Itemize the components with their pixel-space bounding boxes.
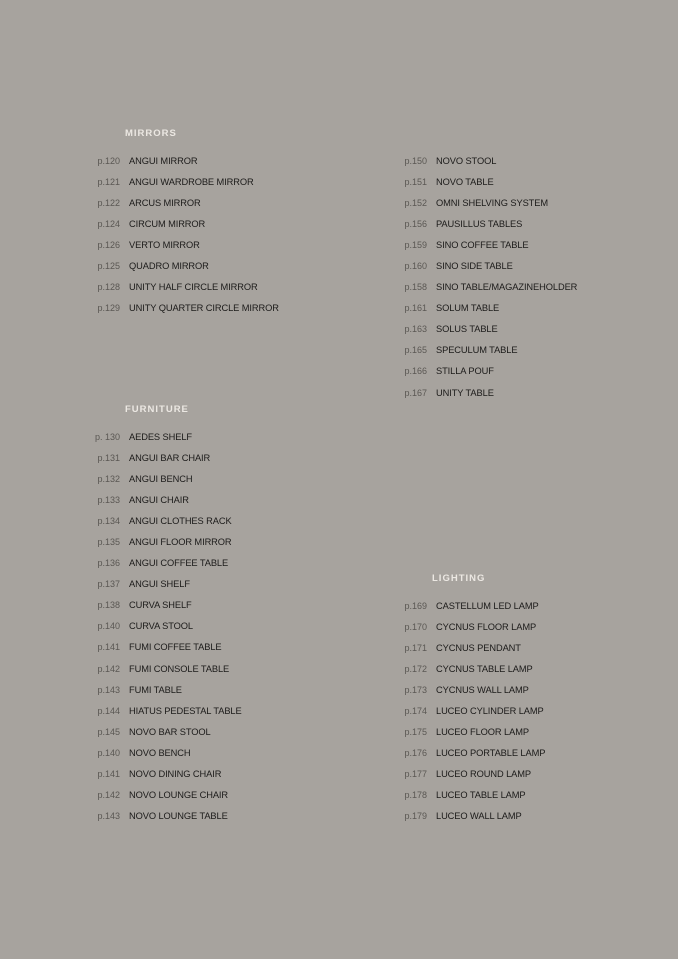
page-number: p.163: [404, 324, 427, 335]
list-item: [399, 806, 545, 827]
item-name: CURVA STOOL: [129, 621, 194, 632]
item-name: NOVO BENCH: [129, 747, 191, 758]
page-number: p.152: [404, 197, 427, 208]
item-name: CYCNUS PENDANT: [436, 642, 521, 653]
item-name: SINO TABLE/MAGAZINEHOLDER: [436, 282, 578, 293]
item-name: NOVO BAR STOOL: [129, 726, 211, 737]
page-number: p.158: [404, 282, 427, 293]
list-item: [92, 553, 242, 574]
page-number: p.173: [404, 684, 427, 695]
list-item: [92, 255, 279, 276]
page-number: p.141: [97, 769, 120, 780]
list-item: [399, 234, 577, 255]
list-item: [399, 382, 577, 403]
list-item: [399, 764, 545, 785]
page-number: p.128: [97, 282, 120, 293]
item-name: ANGUI FLOOR MIRROR: [129, 537, 232, 548]
item-name: PAUSILLUS TABLES: [436, 218, 523, 229]
item-name: SOLUS TABLE: [436, 324, 498, 335]
page-number: p.122: [97, 197, 120, 208]
list-item: [92, 426, 242, 447]
list-item: [92, 531, 242, 552]
item-name: CIRCUM MIRROR: [129, 218, 206, 229]
page-number: p.144: [97, 705, 120, 716]
item-name: CYCNUS FLOOR LAMP: [436, 621, 537, 632]
item-name: UNITY TABLE: [436, 387, 494, 398]
list-item: [92, 595, 242, 616]
list-item: [92, 213, 279, 234]
page-number: p.156: [404, 218, 427, 229]
page-number: p.175: [404, 727, 427, 738]
page-number: p.131: [97, 452, 120, 463]
item-name: CYCNUS TABLE LAMP: [436, 663, 533, 674]
list-item: [399, 595, 545, 616]
list-item: [92, 277, 279, 298]
item-name: STILLA POUF: [436, 366, 494, 377]
item-name: NOVO LOUNGE TABLE: [129, 811, 228, 822]
list-item: [399, 658, 545, 679]
item-name: CASTELLUM LED LAMP: [436, 600, 539, 611]
page-number: p. 130: [94, 431, 120, 442]
item-name: SOLUM TABLE: [436, 303, 500, 314]
list-item: [399, 298, 577, 319]
page-number: p.151: [404, 176, 427, 187]
page-number: p.142: [97, 663, 120, 674]
item-name: CYCNUS WALL LAMP: [436, 684, 529, 695]
page-number: p.142: [97, 790, 120, 801]
page-number: p.143: [97, 811, 120, 822]
item-name: LUCEO WALL LAMP: [436, 811, 522, 822]
item-name: FUMI CONSOLE TABLE: [129, 663, 230, 674]
page-number: p.176: [404, 748, 427, 759]
list-item: [92, 616, 242, 637]
page-number: p.136: [97, 558, 120, 569]
list-item: [92, 489, 242, 510]
item-name: CURVA SHELF: [129, 600, 192, 611]
item-name: VERTO MIRROR: [129, 239, 200, 250]
list-item: [92, 700, 242, 721]
page-number: p.167: [404, 387, 427, 398]
page-number: p.161: [404, 303, 427, 314]
item-name: HIATUS PEDESTAL TABLE: [129, 705, 242, 716]
list-item: [92, 150, 279, 171]
list-item: [92, 637, 242, 658]
item-name: SINO SIDE TABLE: [436, 261, 513, 272]
page-number: p.165: [404, 345, 427, 356]
list-item: [92, 447, 242, 468]
page-number: p.159: [404, 239, 427, 250]
item-name: ANGUI BENCH: [129, 473, 193, 484]
page-number: p.132: [97, 473, 120, 484]
page-number: p.126: [97, 239, 120, 250]
list-item: [399, 700, 545, 721]
list-item: [399, 213, 577, 234]
list-item: [92, 468, 242, 489]
list-item: [399, 616, 545, 637]
item-name: FUMI COFFEE TABLE: [129, 642, 222, 653]
list-item: [399, 277, 577, 298]
page-number: p.172: [404, 663, 427, 674]
item-name: NOVO DINING CHAIR: [129, 769, 222, 780]
list-item: [399, 150, 577, 171]
list-item: [92, 742, 242, 763]
page-number: p.178: [404, 790, 427, 801]
page-number: p.150: [404, 155, 427, 166]
item-name: NOVO STOOL: [436, 155, 497, 166]
item-name: NOVO TABLE: [436, 176, 494, 187]
item-name: NOVO LOUNGE CHAIR: [129, 790, 229, 801]
list-item: [399, 319, 577, 340]
item-name: AEDES SHELF: [129, 431, 192, 442]
list-item: [92, 192, 279, 213]
section-title-lighting: LIGHTING: [432, 573, 486, 584]
item-name: ANGUI CHAIR: [129, 494, 189, 505]
item-name: SINO COFFEE TABLE: [436, 239, 529, 250]
page-number: p.129: [97, 303, 120, 314]
list-item: [399, 679, 545, 700]
list-item: [92, 679, 242, 700]
page-number: p.174: [404, 706, 427, 717]
list-item: [92, 574, 242, 595]
item-name: UNITY HALF CIRCLE MIRROR: [129, 282, 258, 293]
page-number: p.179: [404, 811, 427, 822]
list-item: [399, 192, 577, 213]
page-number: p.141: [97, 642, 120, 653]
item-name: QUADRO MIRROR: [129, 261, 209, 272]
page-number: p.120: [97, 155, 120, 166]
item-name: ANGUI WARDROBE MIRROR: [129, 176, 254, 187]
item-name: LUCEO ROUND LAMP: [436, 769, 532, 780]
page-number: p.169: [404, 600, 427, 611]
page-number: p.177: [404, 769, 427, 780]
list-item: [399, 361, 577, 382]
item-name: LUCEO PORTABLE LAMP: [436, 748, 546, 759]
list-item: [399, 637, 545, 658]
page-number: p.133: [97, 494, 120, 505]
list-item: [399, 255, 577, 276]
list-item: [92, 721, 242, 742]
list-item: [92, 658, 242, 679]
page-number: p.166: [404, 366, 427, 377]
page-number: p.134: [97, 515, 120, 526]
page-number: p.124: [97, 218, 120, 229]
list-item: [399, 785, 545, 806]
list-item: [92, 764, 242, 785]
list-item: [399, 743, 545, 764]
item-name: ARCUS MIRROR: [129, 197, 201, 208]
list-item: [399, 340, 577, 361]
list-item: [92, 510, 242, 531]
mirrors-list: [92, 150, 279, 319]
list-item: [92, 234, 279, 255]
page-number: p.138: [97, 600, 120, 611]
list-item: [399, 722, 545, 743]
item-name: ANGUI BAR CHAIR: [129, 452, 211, 463]
page-number: p.137: [97, 579, 120, 590]
item-name: LUCEO TABLE LAMP: [436, 790, 526, 801]
page-number: p.145: [97, 726, 120, 737]
item-name: ANGUI MIRROR: [129, 155, 198, 166]
item-name: ANGUI SHELF: [129, 579, 190, 590]
section-title-furniture: FURNITURE: [125, 404, 189, 415]
page-number: p.170: [404, 621, 427, 632]
list-item: [92, 806, 242, 827]
page-number: p.121: [97, 176, 120, 187]
page-number: p.171: [404, 642, 427, 653]
item-name: FUMI TABLE: [129, 684, 182, 695]
item-name: LUCEO FLOOR LAMP: [436, 727, 529, 738]
list-item: [92, 171, 279, 192]
list-item: [92, 785, 242, 806]
page-number: p.125: [97, 261, 120, 272]
page-number: p.160: [404, 261, 427, 272]
page-number: p.135: [97, 537, 120, 548]
furniture-list: [92, 426, 242, 827]
section-title-mirrors: MIRRORS: [125, 128, 177, 139]
item-name: ANGUI CLOTHES RACK: [129, 515, 232, 526]
page-number: p.140: [97, 621, 120, 632]
list-item: [399, 171, 577, 192]
item-name: OMNI SHELVING SYSTEM: [436, 197, 548, 208]
item-name: LUCEO CYLINDER LAMP: [436, 706, 544, 717]
page-number: p.143: [97, 684, 120, 695]
lighting-list: [399, 595, 545, 827]
item-name: SPECULUM TABLE: [436, 345, 518, 356]
list-item: [92, 298, 279, 319]
furniture-continued-list: [399, 150, 577, 403]
page-number: p.140: [97, 747, 120, 758]
item-name: UNITY QUARTER CIRCLE MIRROR: [129, 303, 279, 314]
item-name: ANGUI COFFEE TABLE: [129, 558, 229, 569]
